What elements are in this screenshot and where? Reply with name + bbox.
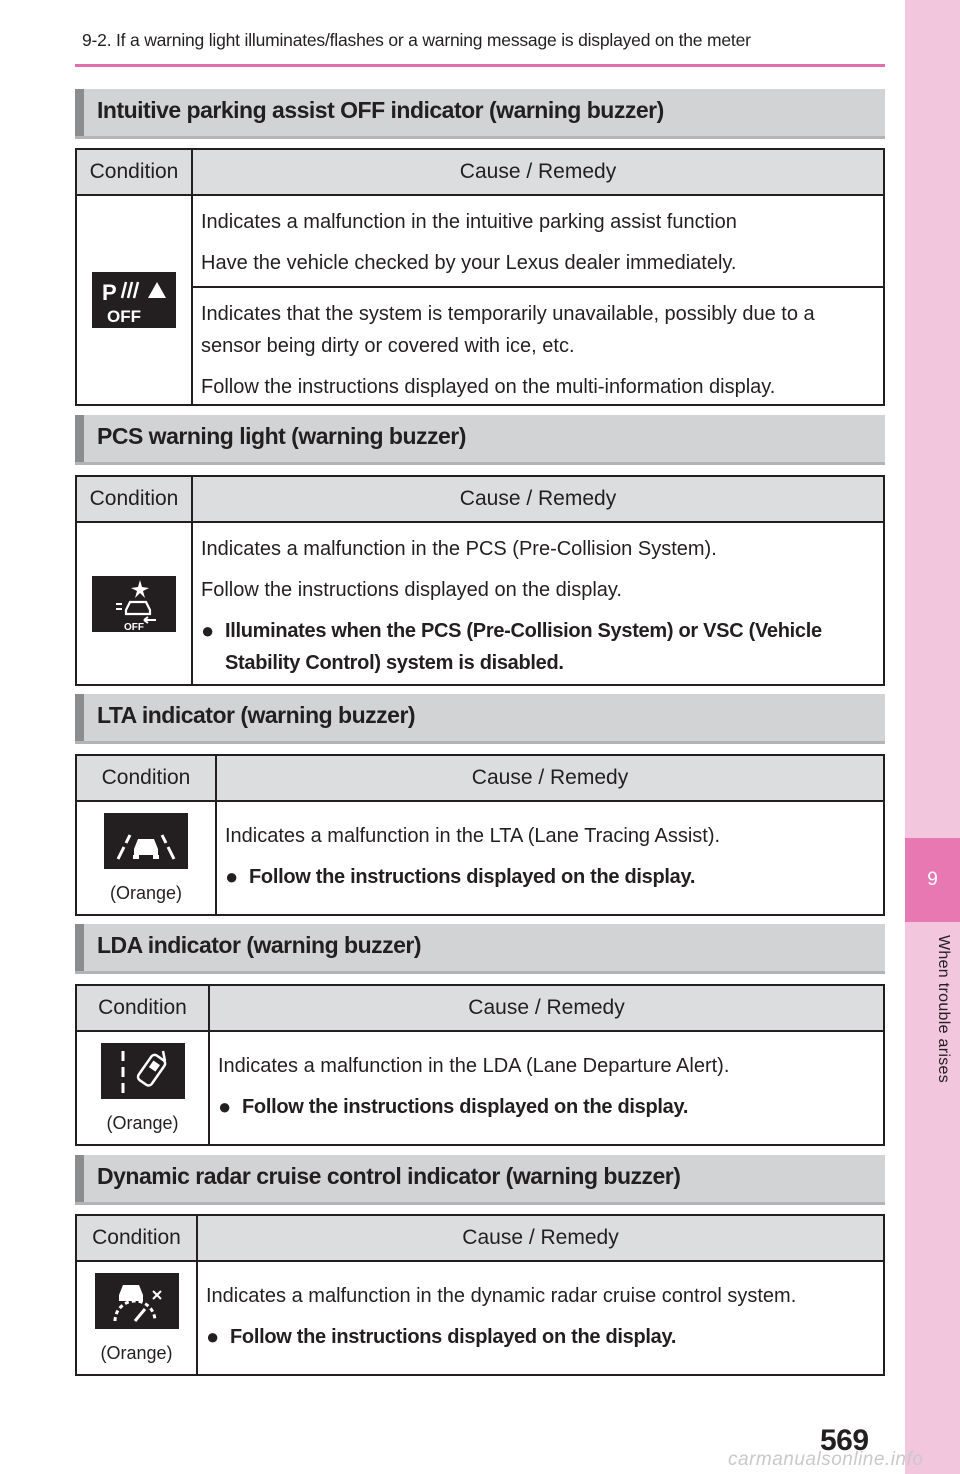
table-header (77, 756, 883, 802)
section-bar-pcs (75, 415, 885, 465)
condition-header: Condition (77, 986, 210, 1030)
cause-header: Cause / Remedy (471, 766, 629, 789)
header-rule (75, 64, 885, 67)
condition-cell (77, 196, 193, 404)
table-radar-cruise (75, 1214, 885, 1376)
cause-text: Follow the instructions displayed on the display. (201, 579, 622, 601)
lane-departure-icon (101, 1043, 185, 1099)
section-bar-lda (75, 924, 885, 974)
bullet-text: Illuminates when the PCS (Pre-Collision System) or VSC (Vehicle Stability Control) system is disabled. (225, 620, 822, 674)
chapter-label: When trouble arises (935, 935, 952, 1083)
pcs-off-icon (92, 576, 176, 632)
bullet-dot-icon: ● (218, 1094, 231, 1119)
condition-cell (77, 1262, 198, 1374)
cause-header: Cause / Remedy (459, 487, 617, 510)
section-bar-lta (75, 694, 885, 744)
lane-tracing-icon (104, 813, 188, 869)
cause-text: Indicates a malfunction in the LDA (Lane Departure Alert). (218, 1055, 730, 1077)
watermark: carmanualsonline.info (728, 1449, 924, 1470)
condition-cell (77, 802, 217, 914)
condition-header: Condition (77, 1216, 198, 1260)
chapter-number-tab[interactable]: 9 (905, 838, 960, 922)
bullet-text: Follow the instructions displayed on the display. (230, 1326, 677, 1348)
section-bar-parking-assist (75, 89, 885, 139)
bullet-text: Follow the instructions displayed on the display. (249, 866, 696, 888)
condition-cell (77, 1032, 210, 1144)
cause-text: Indicates a malfunction in the dynamic radar cruise control system. (206, 1285, 797, 1307)
table-parking-assist (75, 148, 885, 406)
condition-header: Condition (77, 477, 193, 521)
condition-header: Condition (77, 756, 217, 800)
table-pcs (75, 475, 885, 686)
bullet-item (225, 861, 869, 893)
bullet-item (218, 1091, 869, 1123)
cause-header: Cause / Remedy (462, 1226, 619, 1249)
cause-cell (210, 1032, 883, 1144)
cause-text: Indicates a malfunction in the PCS (Pre-Collision System). (201, 538, 717, 560)
bullet-dot-icon: ● (225, 864, 238, 889)
table-header (77, 986, 883, 1032)
cause-text: Indicates that the system is temporarily unavailable, possibly due to a sensor being dirty or covered with ice, etc. (201, 303, 815, 357)
section-title: LTA indicator (warning buzzer) (97, 702, 416, 728)
section-title: Dynamic radar cruise control indicator (warning buzzer) (97, 1163, 681, 1189)
cause-cell (193, 523, 883, 684)
table-lda (75, 984, 885, 1146)
parking-assist-off-icon (92, 272, 176, 328)
bullet-item (201, 615, 869, 679)
section-title: LDA indicator (warning buzzer) (97, 932, 422, 958)
cause-text: Indicates a malfunction in the intuitive parking assist function (201, 211, 737, 233)
icon-off-text: OFF (124, 621, 144, 632)
section-title: Intuitive parking assist OFF indicator (warning buzzer) (97, 97, 664, 123)
page-number: 569 (820, 1424, 869, 1457)
section-bar-radar-cruise (75, 1155, 885, 1205)
bullet-item (206, 1321, 869, 1353)
icon-color-note: (Orange) (109, 882, 183, 903)
page-header: 9-2. If a warning light illuminates/flashes or a warning message is displayed on the meter (82, 30, 751, 50)
icon-color-note: (Orange) (106, 1112, 179, 1133)
table-lta (75, 754, 885, 916)
cause-text: Have the vehicle checked by your Lexus dealer immediately. (201, 252, 737, 274)
cause-header: Cause / Remedy (468, 996, 625, 1019)
cause-cell (193, 196, 883, 404)
table-header (77, 1216, 883, 1262)
section-title: PCS warning light (warning buzzer) (97, 423, 466, 449)
cause-header: Cause / Remedy (459, 160, 617, 183)
cause-text: Follow the instructions displayed on the multi-information display. (201, 376, 776, 398)
side-tab (905, 0, 960, 1474)
bullet-dot-icon: ● (201, 618, 214, 643)
cause-cell (217, 802, 883, 914)
condition-header: Condition (77, 150, 193, 194)
icon-color-note: (Orange) (100, 1342, 173, 1363)
cause-text: Indicates a malfunction in the LTA (Lane Tracing Assist). (225, 825, 721, 847)
radar-cruise-icon (95, 1273, 179, 1329)
bullet-dot-icon: ● (206, 1324, 219, 1349)
bullet-text: Follow the instructions displayed on the display. (242, 1096, 689, 1118)
table-header (77, 477, 883, 523)
svg-text:P: P (102, 280, 117, 305)
icon-off-text: OFF (107, 307, 141, 326)
condition-cell (77, 523, 193, 684)
table-header (77, 150, 883, 196)
cause-cell (198, 1262, 883, 1374)
